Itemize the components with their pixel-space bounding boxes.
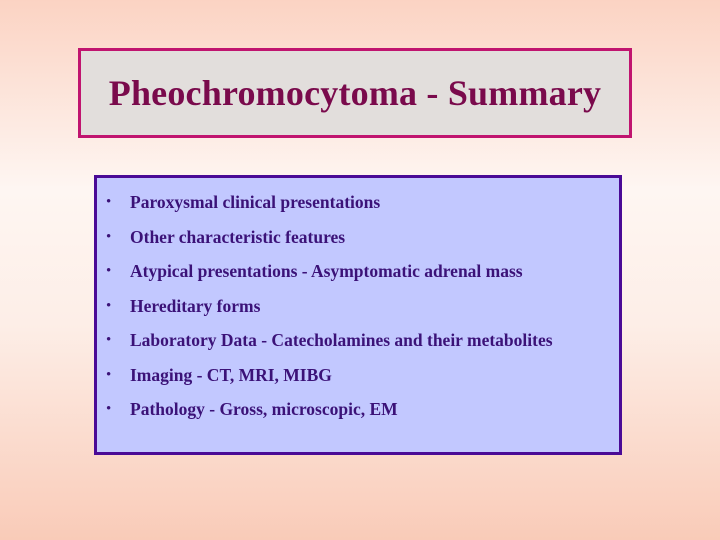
bullet-icon: • (106, 194, 112, 210)
bullet-item-hereditary (97, 292, 619, 320)
bullet-icon: • (106, 332, 112, 348)
bullet-item-paroxysmal (97, 188, 619, 216)
bullet-icon: • (106, 401, 112, 417)
bullet-icon: • (106, 263, 112, 279)
bullet-text: Pathology - Gross, microscopic, EM (130, 399, 398, 419)
bullet-text: Laboratory Data - Catecholamines and their metabolites (130, 330, 553, 350)
slide-title: Pheochromocytoma - Summary (108, 73, 602, 113)
bullet-icon: • (106, 228, 112, 245)
bullet-text: Imaging - CT, MRI, MIBG (130, 364, 332, 385)
bullet-item-other-features (97, 223, 619, 251)
bullet-icon: • (106, 297, 112, 314)
title-box (78, 48, 632, 138)
bullet-item-pathology (97, 395, 619, 423)
bullet-item-laboratory (97, 326, 619, 354)
bullet-item-imaging (97, 361, 619, 389)
bullet-icon: • (106, 366, 112, 383)
bullet-text: Paroxysmal clinical presentations (130, 192, 381, 212)
bullet-text: Other characteristic features (130, 226, 346, 247)
bullet-list-box (94, 175, 622, 455)
bullet-list (97, 178, 619, 423)
bullet-item-atypical (97, 257, 619, 285)
bullet-text: Atypical presentations - Asymptomatic adrenal mass (130, 261, 523, 281)
bullet-text: Hereditary forms (130, 295, 261, 316)
